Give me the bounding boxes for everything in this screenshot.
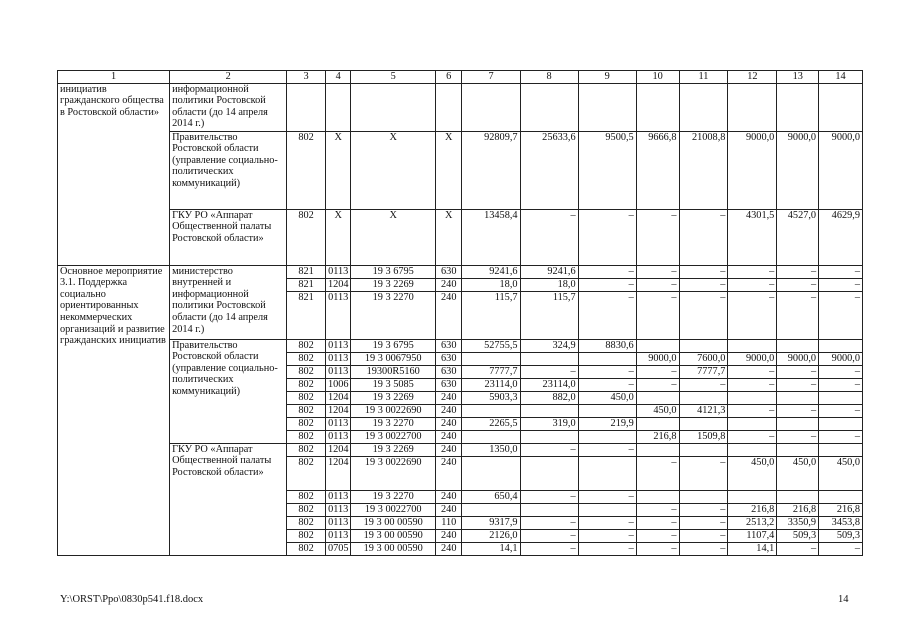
value-cell: 240 xyxy=(436,278,462,291)
value-cell: – xyxy=(679,378,728,391)
value-cell: 9000,0 xyxy=(777,131,819,209)
value-cell: 9000,0 xyxy=(777,352,819,365)
header-cell: 8 xyxy=(520,71,578,84)
value-cell: 802 xyxy=(287,378,326,391)
value-cell: 240 xyxy=(436,456,462,490)
value-cell: Х xyxy=(325,131,350,209)
value-cell: 802 xyxy=(287,209,326,265)
value-cell: 1204 xyxy=(325,443,350,456)
value-cell: 630 xyxy=(436,378,462,391)
value-cell: – xyxy=(578,443,636,456)
value-cell xyxy=(777,83,819,131)
value-cell: 802 xyxy=(287,391,326,404)
value-cell: 1204 xyxy=(325,278,350,291)
value-cell: 14,1 xyxy=(728,542,777,555)
value-cell: 0113 xyxy=(325,265,350,278)
value-cell: 1509,8 xyxy=(679,430,728,443)
value-cell: 0113 xyxy=(325,529,350,542)
value-cell: 8830,6 xyxy=(578,339,636,352)
value-cell: 0113 xyxy=(325,503,350,516)
value-cell: 14,1 xyxy=(462,542,520,555)
value-cell xyxy=(777,443,819,456)
value-cell: 509,3 xyxy=(819,529,863,542)
value-cell: 240 xyxy=(436,490,462,503)
value-cell: – xyxy=(679,516,728,529)
value-cell xyxy=(679,391,728,404)
value-cell xyxy=(679,417,728,430)
value-cell: 802 xyxy=(287,503,326,516)
value-cell: 19 3 6795 xyxy=(351,265,436,278)
value-cell xyxy=(679,490,728,503)
value-cell xyxy=(578,83,636,131)
value-cell: – xyxy=(679,542,728,555)
value-cell xyxy=(819,391,863,404)
value-cell: – xyxy=(578,529,636,542)
value-cell xyxy=(636,443,679,456)
value-cell: – xyxy=(777,365,819,378)
header-cell: 7 xyxy=(462,71,520,84)
value-cell: 802 xyxy=(287,339,326,352)
header-cell: 4 xyxy=(325,71,350,84)
value-cell: 110 xyxy=(436,516,462,529)
value-cell: 450,0 xyxy=(777,456,819,490)
value-cell: 115,7 xyxy=(520,291,578,339)
value-cell xyxy=(636,417,679,430)
value-cell xyxy=(679,83,728,131)
value-cell: 450,0 xyxy=(578,391,636,404)
value-cell: – xyxy=(819,265,863,278)
value-cell xyxy=(777,417,819,430)
value-cell: 216,8 xyxy=(728,503,777,516)
value-cell: – xyxy=(636,516,679,529)
header-row xyxy=(58,71,863,84)
value-cell: 4527,0 xyxy=(777,209,819,265)
value-cell: Х xyxy=(351,131,436,209)
value-cell: 18,0 xyxy=(520,278,578,291)
value-cell: 630 xyxy=(436,365,462,378)
value-cell: 802 xyxy=(287,352,326,365)
value-cell: 319,0 xyxy=(520,417,578,430)
value-cell xyxy=(728,391,777,404)
header-cell: 13 xyxy=(777,71,819,84)
value-cell: 821 xyxy=(287,278,326,291)
value-cell: 1204 xyxy=(325,456,350,490)
value-cell xyxy=(728,443,777,456)
value-cell: 802 xyxy=(287,529,326,542)
value-cell: 115,7 xyxy=(462,291,520,339)
value-cell: – xyxy=(578,542,636,555)
value-cell: 4121,3 xyxy=(679,404,728,417)
value-cell: 0705 xyxy=(325,542,350,555)
value-cell: 802 xyxy=(287,456,326,490)
value-cell: – xyxy=(520,365,578,378)
value-cell: – xyxy=(578,365,636,378)
value-cell: 450,0 xyxy=(636,404,679,417)
value-cell xyxy=(636,83,679,131)
value-cell: 0113 xyxy=(325,490,350,503)
value-cell: 19300R5160 xyxy=(351,365,436,378)
value-cell: 19 3 2270 xyxy=(351,490,436,503)
value-cell: 7777,7 xyxy=(679,365,728,378)
value-cell: – xyxy=(819,430,863,443)
row-group-title: Основное мероприятие 3.1. Поддержка социально ориентированных некоммерческих организаций и развитие гражданских инициатив xyxy=(58,265,170,555)
value-cell xyxy=(462,352,520,365)
value-cell: – xyxy=(578,265,636,278)
value-cell: 19 3 2269 xyxy=(351,278,436,291)
value-cell: 216,8 xyxy=(777,503,819,516)
value-cell xyxy=(636,391,679,404)
value-cell: – xyxy=(777,404,819,417)
value-cell: – xyxy=(636,456,679,490)
value-cell: 2265,5 xyxy=(462,417,520,430)
value-cell: – xyxy=(520,209,578,265)
value-cell: – xyxy=(636,503,679,516)
budget-table xyxy=(57,70,863,556)
value-cell xyxy=(520,404,578,417)
value-cell: 450,0 xyxy=(819,456,863,490)
header-cell: 9 xyxy=(578,71,636,84)
value-cell xyxy=(462,83,520,131)
value-cell: 240 xyxy=(436,404,462,417)
responsible-executor: министерство внутренней и информационной политики Ростовской области (до 14 апреля 2014 г.) xyxy=(170,265,287,339)
value-cell: 23114,0 xyxy=(520,378,578,391)
value-cell: 2126,0 xyxy=(462,529,520,542)
value-cell: 240 xyxy=(436,542,462,555)
header-cell: 6 xyxy=(436,71,462,84)
value-cell: – xyxy=(578,516,636,529)
value-cell: 0113 xyxy=(325,516,350,529)
value-cell: 3350,9 xyxy=(777,516,819,529)
header-cell: 11 xyxy=(679,71,728,84)
value-cell xyxy=(520,503,578,516)
value-cell: 0113 xyxy=(325,339,350,352)
value-cell: 4301,5 xyxy=(728,209,777,265)
value-cell xyxy=(578,456,636,490)
value-cell: – xyxy=(777,378,819,391)
value-cell xyxy=(436,83,462,131)
value-cell: – xyxy=(819,291,863,339)
table-row xyxy=(58,339,863,352)
value-cell xyxy=(520,456,578,490)
value-cell: 7777,7 xyxy=(462,365,520,378)
value-cell: – xyxy=(636,291,679,339)
value-cell xyxy=(462,456,520,490)
value-cell xyxy=(728,339,777,352)
header-cell: 10 xyxy=(636,71,679,84)
value-cell: 821 xyxy=(287,265,326,278)
value-cell: – xyxy=(636,278,679,291)
value-cell: 19 3 00 00590 xyxy=(351,516,436,529)
value-cell: 509,3 xyxy=(777,529,819,542)
value-cell: – xyxy=(636,542,679,555)
value-cell: – xyxy=(636,209,679,265)
value-cell: 9000,0 xyxy=(819,352,863,365)
value-cell: – xyxy=(679,278,728,291)
value-cell: – xyxy=(578,209,636,265)
value-cell: – xyxy=(679,291,728,339)
value-cell: 216,8 xyxy=(636,430,679,443)
value-cell xyxy=(578,352,636,365)
value-cell xyxy=(679,339,728,352)
value-cell: 9000,0 xyxy=(819,131,863,209)
value-cell: – xyxy=(679,265,728,278)
value-cell xyxy=(325,83,350,131)
value-cell: 1204 xyxy=(325,404,350,417)
value-cell: Х xyxy=(436,131,462,209)
value-cell: – xyxy=(520,542,578,555)
value-cell xyxy=(520,352,578,365)
header-cell: 5 xyxy=(351,71,436,84)
value-cell: – xyxy=(777,542,819,555)
value-cell: 882,0 xyxy=(520,391,578,404)
value-cell: – xyxy=(578,291,636,339)
header-cell: 12 xyxy=(728,71,777,84)
value-cell: – xyxy=(520,443,578,456)
value-cell: 802 xyxy=(287,417,326,430)
value-cell: 92809,7 xyxy=(462,131,520,209)
value-cell: – xyxy=(777,278,819,291)
value-cell: 240 xyxy=(436,430,462,443)
header-cell: 2 xyxy=(170,71,287,84)
value-cell: 9241,6 xyxy=(520,265,578,278)
header-cell: 1 xyxy=(58,71,170,84)
value-cell: – xyxy=(728,378,777,391)
value-cell: 19 3 00 00590 xyxy=(351,529,436,542)
value-cell xyxy=(578,404,636,417)
value-cell: – xyxy=(728,278,777,291)
value-cell: 3453,8 xyxy=(819,516,863,529)
value-cell: – xyxy=(578,378,636,391)
value-cell: 19 3 00 00590 xyxy=(351,542,436,555)
value-cell: 0113 xyxy=(325,365,350,378)
value-cell: 240 xyxy=(436,443,462,456)
value-cell xyxy=(520,83,578,131)
value-cell xyxy=(636,339,679,352)
value-cell: 19 3 5085 xyxy=(351,378,436,391)
value-cell: – xyxy=(679,503,728,516)
value-cell xyxy=(728,490,777,503)
value-cell: 216,8 xyxy=(819,503,863,516)
header-cell: 3 xyxy=(287,71,326,84)
responsible-executor: Правительство Ростовской области (управление социально-политических коммуникаций) xyxy=(170,339,287,443)
value-cell xyxy=(777,391,819,404)
value-cell xyxy=(520,430,578,443)
value-cell: – xyxy=(679,529,728,542)
table-row xyxy=(58,443,863,456)
value-cell: 13458,4 xyxy=(462,209,520,265)
value-cell: – xyxy=(636,265,679,278)
value-cell: 630 xyxy=(436,265,462,278)
value-cell: – xyxy=(777,265,819,278)
value-cell: 630 xyxy=(436,339,462,352)
value-cell: 52755,5 xyxy=(462,339,520,352)
responsible-executor: ГКУ РО «Аппарат Общественной палаты Ростовской области» xyxy=(170,209,287,265)
value-cell: – xyxy=(520,490,578,503)
responsible-executor: Правительство Ростовской области (управление социально-политических коммуникаций) xyxy=(170,131,287,209)
value-cell: – xyxy=(819,404,863,417)
value-cell: – xyxy=(520,529,578,542)
value-cell: 19 3 6795 xyxy=(351,339,436,352)
value-cell: Х xyxy=(351,209,436,265)
value-cell: – xyxy=(819,542,863,555)
responsible-executor: информационной политики Ростовской области (до 14 апреля 2014 г.) xyxy=(170,83,287,131)
value-cell: – xyxy=(728,430,777,443)
value-cell xyxy=(819,83,863,131)
value-cell: 240 xyxy=(436,291,462,339)
value-cell: 9000,0 xyxy=(728,352,777,365)
value-cell: 19 3 0022690 xyxy=(351,456,436,490)
value-cell: 21008,8 xyxy=(679,131,728,209)
value-cell: 240 xyxy=(436,391,462,404)
value-cell: – xyxy=(679,209,728,265)
value-cell: 324,9 xyxy=(520,339,578,352)
value-cell xyxy=(578,430,636,443)
table-row xyxy=(58,209,863,265)
value-cell xyxy=(777,490,819,503)
value-cell: 19 3 0022700 xyxy=(351,430,436,443)
value-cell xyxy=(819,443,863,456)
value-cell: 4629,9 xyxy=(819,209,863,265)
value-cell: 2513,2 xyxy=(728,516,777,529)
value-cell xyxy=(819,339,863,352)
value-cell: – xyxy=(777,291,819,339)
value-cell: 802 xyxy=(287,404,326,417)
value-cell: 5903,3 xyxy=(462,391,520,404)
value-cell: – xyxy=(578,490,636,503)
table-row xyxy=(58,131,863,209)
value-cell: 9000,0 xyxy=(636,352,679,365)
value-cell: – xyxy=(520,516,578,529)
value-cell: – xyxy=(679,456,728,490)
value-cell: 9500,5 xyxy=(578,131,636,209)
value-cell: 802 xyxy=(287,131,326,209)
table-row xyxy=(58,83,863,131)
value-cell: – xyxy=(636,365,679,378)
value-cell: 802 xyxy=(287,430,326,443)
value-cell: 240 xyxy=(436,529,462,542)
value-cell: Х xyxy=(325,209,350,265)
value-cell: 19 3 0067950 xyxy=(351,352,436,365)
value-cell: – xyxy=(636,529,679,542)
value-cell xyxy=(728,83,777,131)
table-row xyxy=(58,265,863,278)
value-cell xyxy=(636,490,679,503)
value-cell: 18,0 xyxy=(462,278,520,291)
value-cell: 1350,0 xyxy=(462,443,520,456)
value-cell: 802 xyxy=(287,516,326,529)
value-cell: 19 3 0022700 xyxy=(351,503,436,516)
value-cell: 821 xyxy=(287,291,326,339)
value-cell: 23114,0 xyxy=(462,378,520,391)
value-cell: 240 xyxy=(436,417,462,430)
row-group-title: инициатив гражданского общества в Ростовской области» xyxy=(58,83,170,265)
value-cell: – xyxy=(636,378,679,391)
header-cell: 14 xyxy=(819,71,863,84)
value-cell: – xyxy=(819,378,863,391)
value-cell xyxy=(578,503,636,516)
value-cell: 25633,6 xyxy=(520,131,578,209)
value-cell xyxy=(351,83,436,131)
value-cell: 802 xyxy=(287,542,326,555)
value-cell xyxy=(462,503,520,516)
value-cell: – xyxy=(728,404,777,417)
value-cell: 802 xyxy=(287,365,326,378)
value-cell xyxy=(287,83,326,131)
value-cell xyxy=(819,490,863,503)
value-cell xyxy=(462,404,520,417)
footer-page-number: 14 xyxy=(838,594,849,605)
value-cell xyxy=(728,417,777,430)
value-cell xyxy=(679,443,728,456)
value-cell: 650,4 xyxy=(462,490,520,503)
value-cell: 450,0 xyxy=(728,456,777,490)
value-cell: 0113 xyxy=(325,430,350,443)
footer-file-path: Y:\ORST\Ppo\0830p541.f18.docx xyxy=(60,594,204,605)
value-cell: 802 xyxy=(287,490,326,503)
value-cell: 1204 xyxy=(325,391,350,404)
value-cell: 219,9 xyxy=(578,417,636,430)
value-cell: 0113 xyxy=(325,291,350,339)
value-cell: 19 3 2270 xyxy=(351,291,436,339)
value-cell: 0113 xyxy=(325,417,350,430)
value-cell: 9666,8 xyxy=(636,131,679,209)
value-cell: 630 xyxy=(436,352,462,365)
value-cell: Х xyxy=(436,209,462,265)
value-cell: 1006 xyxy=(325,378,350,391)
value-cell xyxy=(819,417,863,430)
value-cell: 19 3 2269 xyxy=(351,443,436,456)
value-cell: – xyxy=(728,291,777,339)
value-cell: – xyxy=(819,365,863,378)
value-cell: – xyxy=(578,278,636,291)
value-cell: – xyxy=(728,265,777,278)
value-cell: 7600,0 xyxy=(679,352,728,365)
value-cell: 19 3 2269 xyxy=(351,391,436,404)
value-cell: 9000,0 xyxy=(728,131,777,209)
value-cell: – xyxy=(819,278,863,291)
value-cell xyxy=(777,339,819,352)
responsible-executor: ГКУ РО «Аппарат Общественной палаты Ростовской области» xyxy=(170,443,287,555)
value-cell: 9317,9 xyxy=(462,516,520,529)
value-cell: 240 xyxy=(436,503,462,516)
value-cell: 19 3 0022690 xyxy=(351,404,436,417)
value-cell: 1107,4 xyxy=(728,529,777,542)
value-cell: – xyxy=(728,365,777,378)
value-cell: 0113 xyxy=(325,352,350,365)
value-cell: 9241,6 xyxy=(462,265,520,278)
value-cell: 19 3 2270 xyxy=(351,417,436,430)
value-cell: – xyxy=(777,430,819,443)
value-cell: 802 xyxy=(287,443,326,456)
value-cell xyxy=(462,430,520,443)
